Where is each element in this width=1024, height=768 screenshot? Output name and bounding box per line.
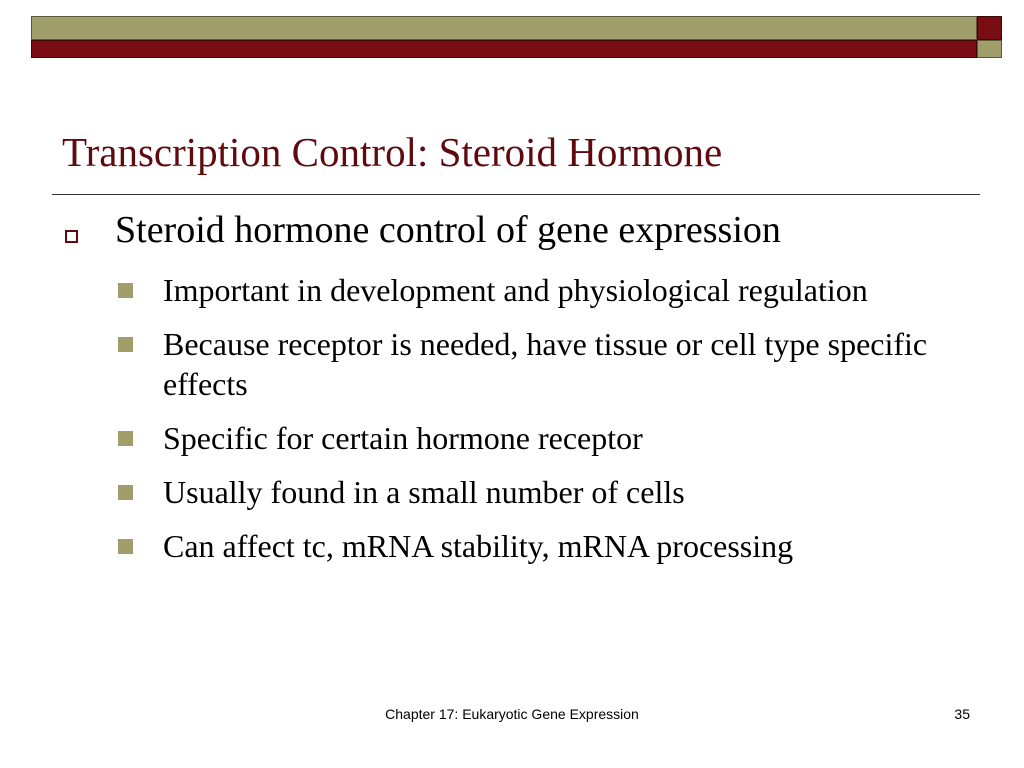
- sub-bullet: [118, 418, 998, 458]
- sub-bullet: [118, 270, 998, 310]
- sub-bullet-text: Specific for certain hormone receptor: [163, 420, 643, 456]
- sub-bullet: [118, 324, 998, 404]
- sub-bullet-text: Important in development and physiological regulation: [163, 272, 868, 308]
- sub-bullet-list: [118, 270, 998, 580]
- main-bullet-text: Steroid hormone control of gene expression: [115, 209, 781, 251]
- sub-bullet-text: Usually found in a small number of cells: [163, 474, 685, 510]
- sub-bullet-text: Because receptor is needed, have tissue or cell type specific effects: [163, 326, 928, 402]
- square-bullet-icon: [118, 431, 133, 446]
- square-bullet-icon: [118, 337, 133, 352]
- slide-title: Transcription Control: Steroid Hormone: [62, 129, 723, 175]
- sub-bullet: [118, 526, 998, 566]
- square-bullet-icon: [118, 539, 133, 554]
- square-bullet-icon: [118, 485, 133, 500]
- sub-bullet: [118, 472, 998, 512]
- sub-bullet-text: Can affect tc, mRNA stability, mRNA processing: [163, 528, 794, 564]
- square-bullet-icon: [118, 283, 133, 298]
- slide-footer: Chapter 17: Eukaryotic Gene Expression: [385, 706, 639, 722]
- page-number: 35: [954, 706, 970, 722]
- hollow-square-bullet-icon: [65, 230, 78, 243]
